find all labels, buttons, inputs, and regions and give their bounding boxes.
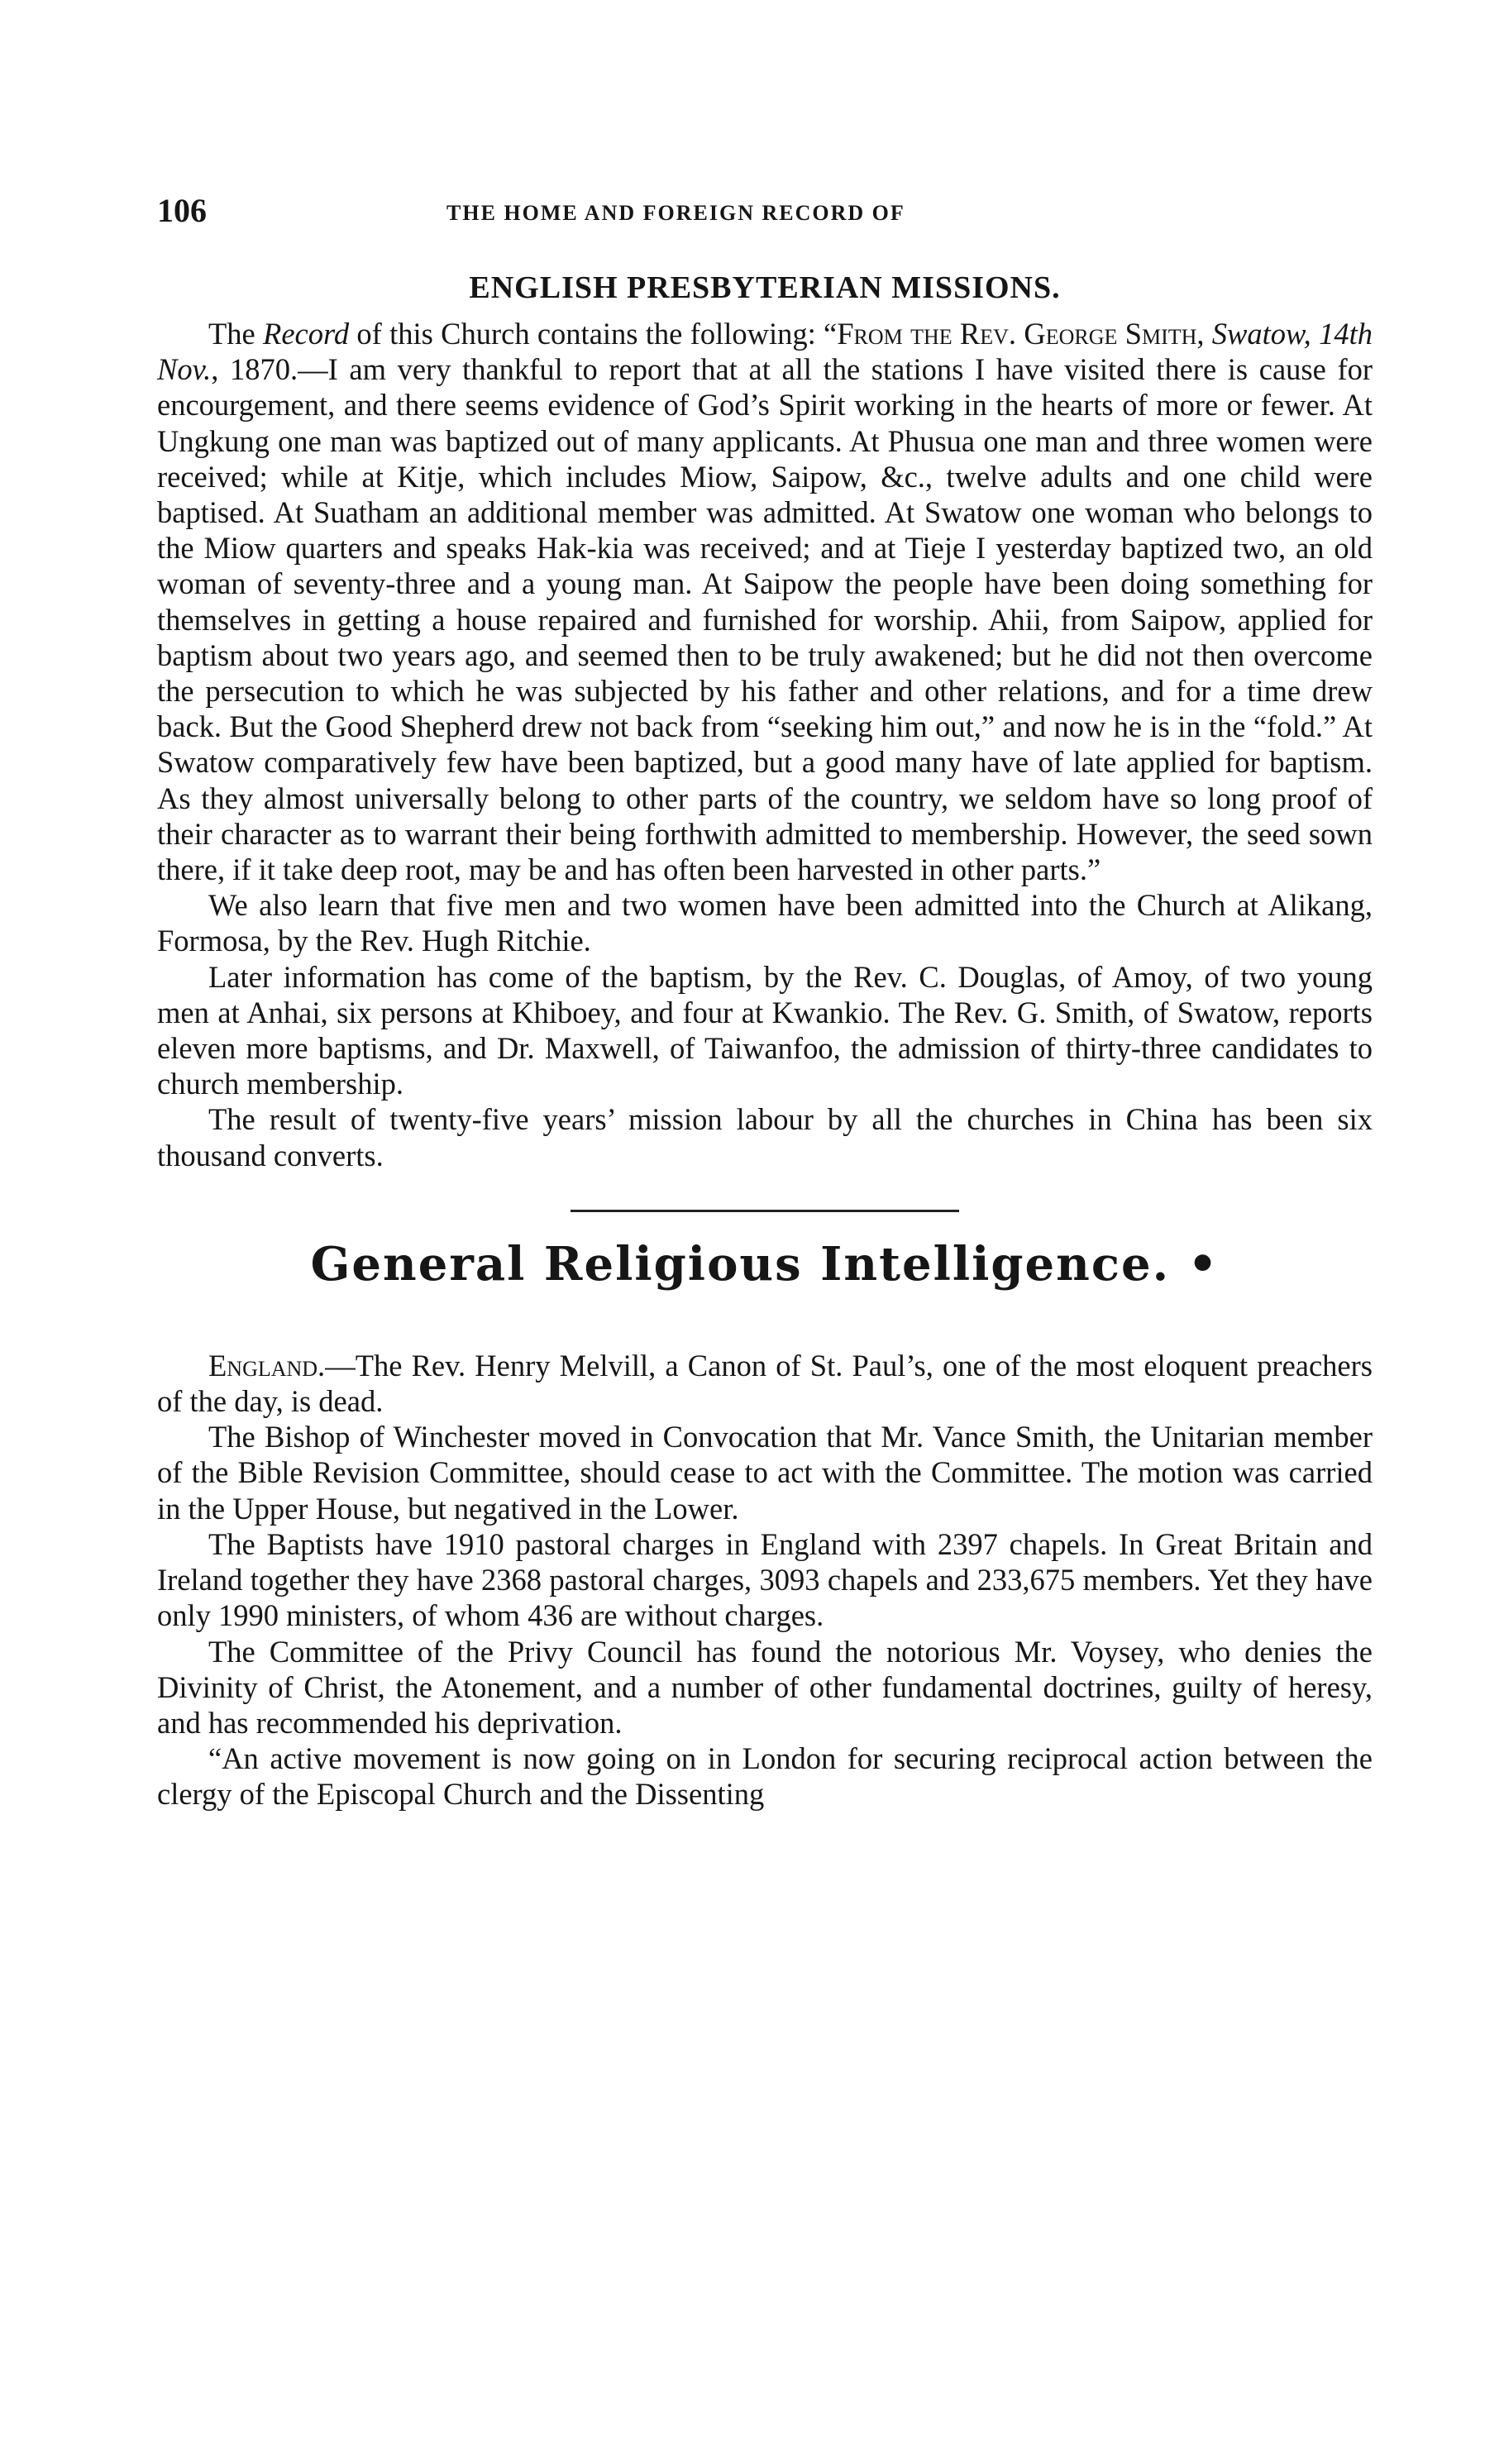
text-fragment: of this Church contains the following: “ <box>349 317 838 351</box>
title-mark: • <box>1187 1236 1220 1292</box>
record-italic: Record <box>263 317 350 351</box>
page <box>157 190 1373 1812</box>
section-divider <box>571 1210 959 1212</box>
section-title-intelligence <box>157 1235 1373 1293</box>
page-number: 106 <box>157 192 207 229</box>
paragraph-missions-report <box>157 316 1373 887</box>
section-title-text: General Religious Intelligence. <box>310 1236 1171 1292</box>
paragraph-result: The result of twenty-five years’ mission labour by all the churches in China has been six thousand converts. <box>157 1102 1373 1172</box>
paragraph-privy-council: The Committee of the Privy Council has found the notorious Mr. Voysey, who denies the Divinity of Christ, the Atonement, and a number of other fundamental doctrines, guilty of heresy, and has recommended his deprivation. <box>157 1634 1373 1740</box>
paragraph-formosa: We also learn that five men and two women have been admitted into the Church at Alikang, Formosa, by the Rev. Hugh Ritchie. <box>157 888 1373 958</box>
text-fragment: —The Rev. Henry Melvill, a Canon of St. Paul’s, one of the most eloquent preachers of the day, is dead. <box>157 1348 1373 1419</box>
paragraph-active-movement: “An active movement is now going on in London for securing reciprocal action between the clergy of the Episcopal Church and the Dissenting <box>157 1741 1373 1812</box>
paragraph-bishop: The Bishop of Winchester moved in Convocation that Mr. Vance Smith, the Unitarian member of the Bible Revision Committee, should cease to act with the Committee. The motion was carried in the Upper House, but negatived in the Lower. <box>157 1420 1373 1526</box>
text-fragment: The <box>208 317 264 351</box>
paragraph-baptists: The Baptists have 1910 pastoral charges in England with 2397 chapels. In Great Britain and Ireland together they have 2368 pastoral charges, 3093 chapels and 233,675 members. Yet they have only 1990 ministers, of whom 436 are without charges. <box>157 1526 1373 1633</box>
paragraph-england <box>157 1348 1373 1419</box>
text-fragment: , 1870.—I am very thankful to report that at all the stations I have visited there is cause for encourgement, and there seems evidence of God’s Spirit working in the hearts of more or fewer. At Ungkung one man was baptized out of many applicants. At Phusua one man and three women were received; while at Kitje, which includes Miow, Saipow, &c., twelve adults and one child were baptised. At Suatham an additional member was admitted. At Swatow one woman who belongs to the Miow quarters and speaks Hak-kia was received; and at Tieje I yesterday baptized two, an old woman of seventy-three and a young man. At Saipow the people have been doing something for themselves in getting a house repaired and furnished for worship. Ahii, from Saipow, applied for baptism about two years ago, and seemed then to be truly awakened; but he did not then overcome the persecution to which he was subjected by his father and other relations, and for a time drew back. But the Good Shepherd drew not back from “seeking him out,” and now he is in the “fold.” At Swatow comparatively few have been baptized, but a good many have of late applied for baptism. As they almost universally belong to other parts of the country, we seldom have so long proof of their character as to warrant their being forthwith admitted to membership. However, the seed sown there, if it take deep root, may be and has often been harvested in other parts.” <box>157 352 1373 887</box>
running-head <box>157 190 1373 240</box>
section-title-missions: ENGLISH PRESBYTERIAN MISSIONS. <box>469 270 1061 305</box>
paragraph-later-information: Later information has come of the baptism, by the Rev. C. Douglas, of Amoy, of two young men at Anhai, six persons at Khiboey, and four at Kwankio. The Rev. G. Smith, of Swatow, reports eleven more baptisms, and Dr. Maxwell, of Taiwanfoo, the admission of thirty-three candidates to church membership. <box>157 959 1373 1101</box>
england-small-caps: England. <box>208 1348 326 1382</box>
running-title: THE HOME AND FOREIGN RECORD OF <box>446 201 905 225</box>
place-date-italic: Swatow, 14th Nov. <box>157 317 1373 387</box>
from-small-caps: From the Rev. George Smith, <box>837 317 1205 351</box>
